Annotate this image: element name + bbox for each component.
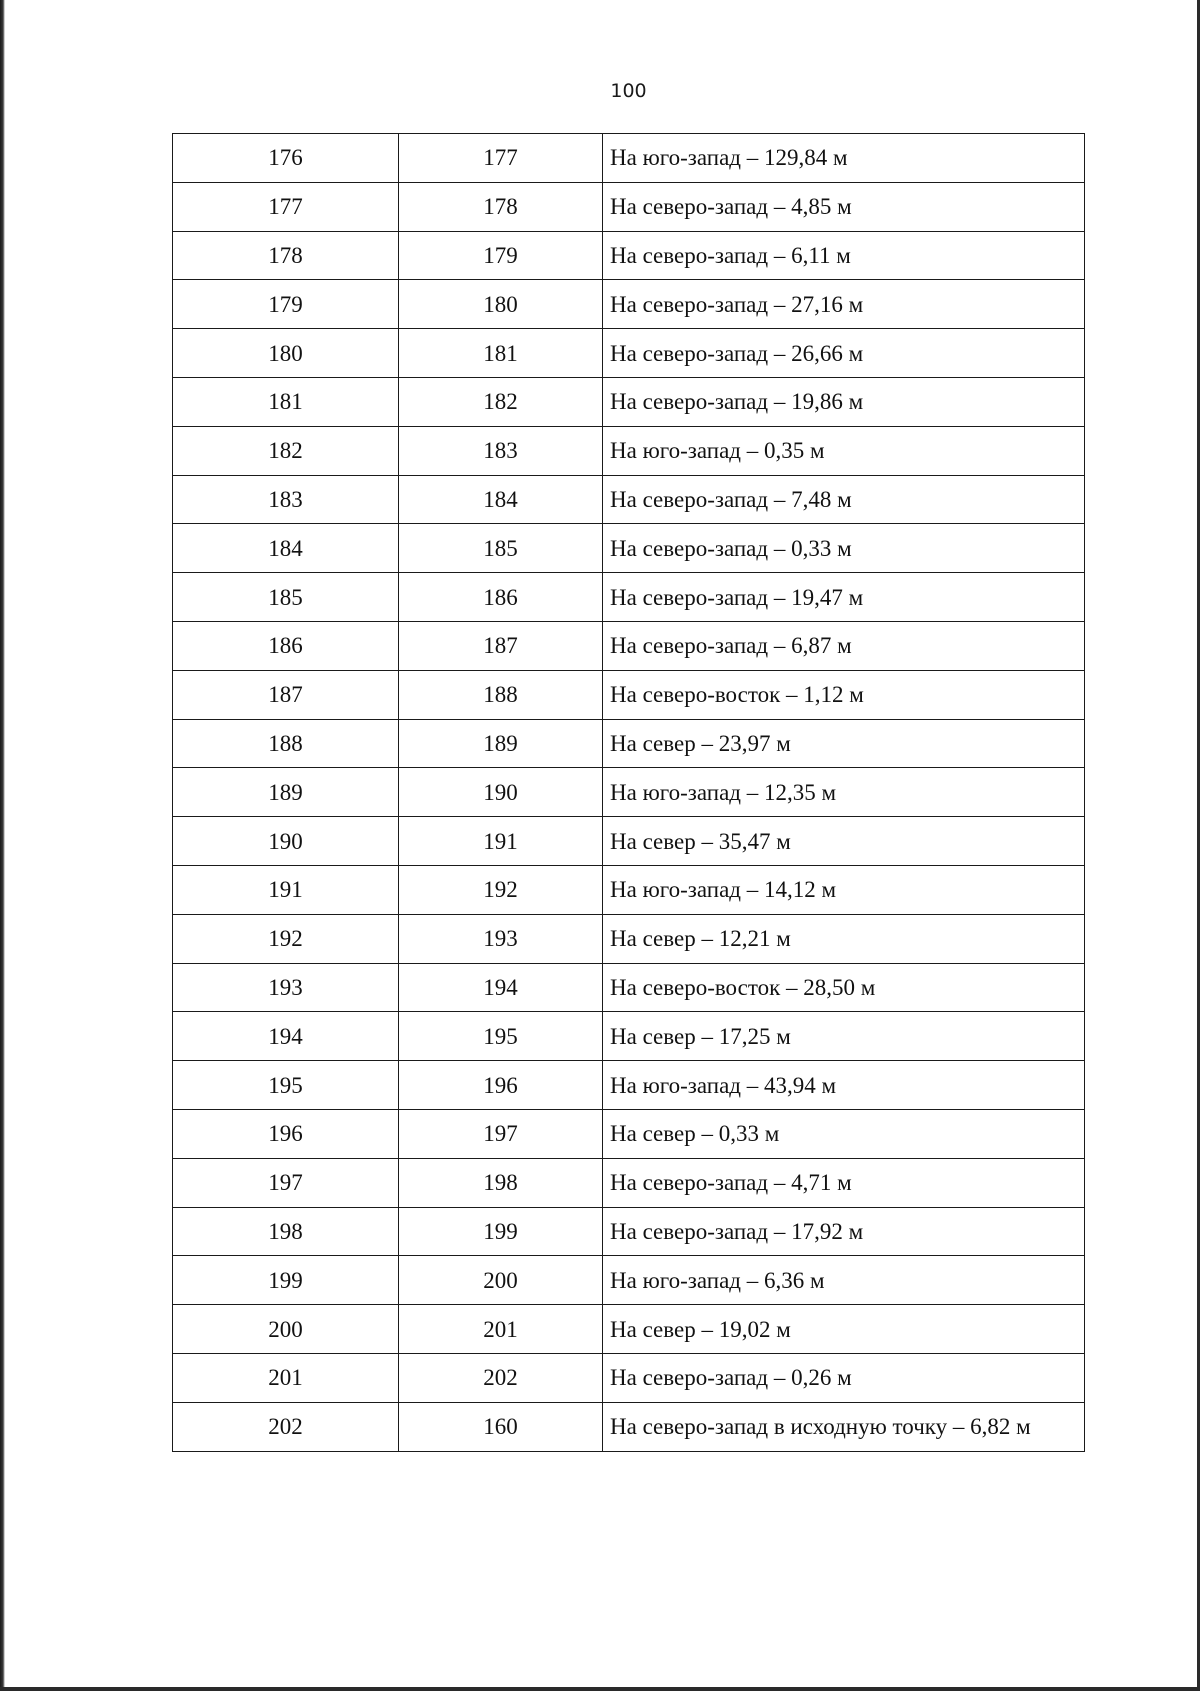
direction-distance-cell: На север – 35,47 м <box>603 817 1085 866</box>
from-point-cell: 185 <box>173 573 399 622</box>
to-point-cell: 160 <box>399 1402 603 1451</box>
direction-distance-cell: На северо-запад – 0,33 м <box>603 524 1085 573</box>
to-point-cell: 184 <box>399 475 603 524</box>
from-point-cell: 178 <box>173 231 399 280</box>
direction-distance-cell: На север – 19,02 м <box>603 1305 1085 1354</box>
direction-distance-cell: На север – 17,25 м <box>603 1012 1085 1061</box>
to-point-cell: 177 <box>399 134 603 183</box>
table-row <box>173 524 1085 573</box>
table-row <box>173 963 1085 1012</box>
table-row <box>173 475 1085 524</box>
to-point-cell: 183 <box>399 426 603 475</box>
table-row <box>173 329 1085 378</box>
boundary-route-table <box>172 133 1085 1452</box>
direction-distance-cell: На юго-запад – 14,12 м <box>603 865 1085 914</box>
table-row <box>173 914 1085 963</box>
from-point-cell: 181 <box>173 377 399 426</box>
table-row <box>173 573 1085 622</box>
to-point-cell: 190 <box>399 768 603 817</box>
table-row <box>173 1207 1085 1256</box>
page-number: 100 <box>610 80 647 102</box>
from-point-cell: 183 <box>173 475 399 524</box>
direction-distance-cell: На северо-запад – 26,66 м <box>603 329 1085 378</box>
from-point-cell: 186 <box>173 621 399 670</box>
direction-distance-cell: На север – 12,21 м <box>603 914 1085 963</box>
direction-distance-cell: На северо-запад – 19,86 м <box>603 377 1085 426</box>
to-point-cell: 200 <box>399 1256 603 1305</box>
to-point-cell: 189 <box>399 719 603 768</box>
to-point-cell: 185 <box>399 524 603 573</box>
to-point-cell: 188 <box>399 670 603 719</box>
direction-distance-cell: На юго-запад – 0,35 м <box>603 426 1085 475</box>
table-row <box>173 1109 1085 1158</box>
from-point-cell: 191 <box>173 865 399 914</box>
table-row <box>173 1305 1085 1354</box>
direction-distance-cell: На северо-запад – 7,48 м <box>603 475 1085 524</box>
to-point-cell: 193 <box>399 914 603 963</box>
from-point-cell: 197 <box>173 1158 399 1207</box>
direction-distance-cell: На север – 0,33 м <box>603 1109 1085 1158</box>
from-point-cell: 190 <box>173 817 399 866</box>
to-point-cell: 182 <box>399 377 603 426</box>
from-point-cell: 179 <box>173 280 399 329</box>
route-table-body <box>173 134 1085 1452</box>
direction-distance-cell: На северо-запад – 6,87 м <box>603 621 1085 670</box>
from-point-cell: 199 <box>173 1256 399 1305</box>
table-row <box>173 1256 1085 1305</box>
table-row <box>173 1353 1085 1402</box>
table-row <box>173 621 1085 670</box>
direction-distance-cell: На северо-восток – 28,50 м <box>603 963 1085 1012</box>
to-point-cell: 192 <box>399 865 603 914</box>
from-point-cell: 200 <box>173 1305 399 1354</box>
direction-distance-cell: На север – 23,97 м <box>603 719 1085 768</box>
from-point-cell: 196 <box>173 1109 399 1158</box>
to-point-cell: 194 <box>399 963 603 1012</box>
table-row <box>173 1402 1085 1451</box>
to-point-cell: 179 <box>399 231 603 280</box>
table-row <box>173 719 1085 768</box>
direction-distance-cell: На юго-запад – 6,36 м <box>603 1256 1085 1305</box>
to-point-cell: 181 <box>399 329 603 378</box>
direction-distance-cell: На юго-запад – 12,35 м <box>603 768 1085 817</box>
table-row <box>173 768 1085 817</box>
from-point-cell: 189 <box>173 768 399 817</box>
table-row <box>173 426 1085 475</box>
to-point-cell: 186 <box>399 573 603 622</box>
direction-distance-cell: На северо-запад – 19,47 м <box>603 573 1085 622</box>
from-point-cell: 180 <box>173 329 399 378</box>
direction-distance-cell: На юго-запад – 43,94 м <box>603 1061 1085 1110</box>
direction-distance-cell: На северо-запад в исходную точку – 6,82 м <box>603 1402 1085 1451</box>
from-point-cell: 193 <box>173 963 399 1012</box>
direction-distance-cell: На юго-запад – 129,84 м <box>603 134 1085 183</box>
scan-edge-bottom <box>0 1687 1200 1691</box>
to-point-cell: 195 <box>399 1012 603 1061</box>
to-point-cell: 201 <box>399 1305 603 1354</box>
from-point-cell: 184 <box>173 524 399 573</box>
table-row <box>173 1012 1085 1061</box>
direction-distance-cell: На северо-запад – 4,71 м <box>603 1158 1085 1207</box>
to-point-cell: 196 <box>399 1061 603 1110</box>
from-point-cell: 176 <box>173 134 399 183</box>
direction-distance-cell: На северо-запад – 6,11 м <box>603 231 1085 280</box>
from-point-cell: 198 <box>173 1207 399 1256</box>
from-point-cell: 201 <box>173 1353 399 1402</box>
from-point-cell: 187 <box>173 670 399 719</box>
table-row <box>173 817 1085 866</box>
direction-distance-cell: На северо-восток – 1,12 м <box>603 670 1085 719</box>
table-row <box>173 280 1085 329</box>
to-point-cell: 187 <box>399 621 603 670</box>
table-row <box>173 670 1085 719</box>
table-row <box>173 865 1085 914</box>
table-row <box>173 377 1085 426</box>
table-row <box>173 231 1085 280</box>
to-point-cell: 199 <box>399 1207 603 1256</box>
from-point-cell: 182 <box>173 426 399 475</box>
from-point-cell: 188 <box>173 719 399 768</box>
from-point-cell: 177 <box>173 182 399 231</box>
direction-distance-cell: На северо-запад – 0,26 м <box>603 1353 1085 1402</box>
direction-distance-cell: На северо-запад – 27,16 м <box>603 280 1085 329</box>
table-row <box>173 182 1085 231</box>
to-point-cell: 202 <box>399 1353 603 1402</box>
from-point-cell: 194 <box>173 1012 399 1061</box>
from-point-cell: 195 <box>173 1061 399 1110</box>
direction-distance-cell: На северо-запад – 17,92 м <box>603 1207 1085 1256</box>
to-point-cell: 197 <box>399 1109 603 1158</box>
to-point-cell: 178 <box>399 182 603 231</box>
table-row <box>173 1061 1085 1110</box>
direction-distance-cell: На северо-запад – 4,85 м <box>603 182 1085 231</box>
table-row <box>173 1158 1085 1207</box>
scan-edge-left <box>0 0 5 1691</box>
to-point-cell: 198 <box>399 1158 603 1207</box>
to-point-cell: 191 <box>399 817 603 866</box>
from-point-cell: 202 <box>173 1402 399 1451</box>
from-point-cell: 192 <box>173 914 399 963</box>
table-row <box>173 134 1085 183</box>
to-point-cell: 180 <box>399 280 603 329</box>
